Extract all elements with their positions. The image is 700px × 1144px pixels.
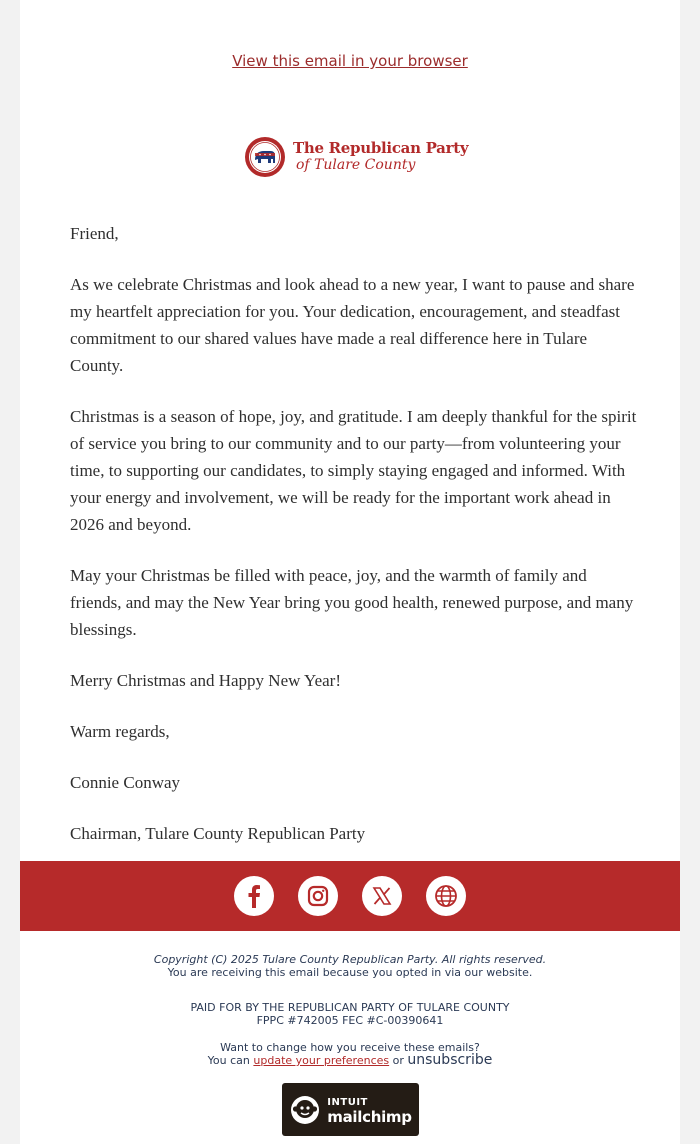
footer-copyright-block — [20, 953, 680, 979]
copyright-text: Copyright (C) 2025 Tulare County Republican Party. All rights reserved. — [153, 953, 547, 966]
paragraph-warm-regards: Warm regards, — [70, 722, 170, 741]
x-icon[interactable] — [362, 876, 402, 916]
badge-intuit: INTUIT — [327, 1096, 368, 1108]
signature-title: Chairman, Tulare County Republican Party — [70, 824, 366, 843]
social-bar — [20, 861, 680, 931]
change-question: Want to change how you receive these emails? — [220, 1041, 480, 1054]
you-can-text: You can — [207, 1054, 250, 1067]
paid-for-text: PAID FOR BY THE REPUBLICAN PARTY OF TULARE COUNTY — [190, 1001, 510, 1014]
mailchimp-monkey-icon — [289, 1094, 321, 1126]
or-text: or — [392, 1054, 404, 1067]
logo-subtitle: of Tulare County — [296, 157, 416, 173]
mailchimp-wordmark — [327, 1096, 411, 1124]
mailchimp-badge[interactable] — [282, 1083, 419, 1136]
paragraph-wishes: May your Christmas be filled with peace, joy, and the warmth of family and friends, and may the New Year bring you good health, renewed purpose, and many blessings. — [70, 566, 634, 639]
party-logo[interactable] — [244, 134, 469, 180]
paragraph-appreciation: As we celebrate Christmas and look ahead to a new year, I want to pause and share my heartfelt appreciation for you. Your dedication, encouragement, and steadfast commitment to our shared values have made a real difference here in Tulare County. — [70, 275, 635, 375]
update-preferences-link[interactable]: update your preferences — [253, 1054, 390, 1067]
logo-title: The Republican Party — [293, 139, 469, 157]
signature-name: Connie Conway — [70, 773, 181, 792]
email-container — [20, 0, 680, 1144]
view-in-browser-link[interactable]: View this email in your browser — [232, 52, 468, 70]
website-icon[interactable] — [426, 876, 466, 916]
instagram-icon[interactable] — [298, 876, 338, 916]
fppc-text: FPPC #742005 FEC #C-00390641 — [256, 1014, 444, 1027]
footer-preferences-block — [20, 1041, 680, 1067]
message-body — [70, 220, 640, 871]
facebook-icon[interactable] — [234, 876, 274, 916]
elephant-seal-icon — [244, 136, 286, 178]
greeting: Friend, — [70, 224, 119, 243]
badge-mailchimp: mailchimp — [327, 1107, 412, 1126]
footer-paid-for-block — [20, 1001, 680, 1027]
opt-in-reason: You are receiving this email because you opted in via our website. — [167, 966, 533, 979]
paragraph-merry-christmas: Merry Christmas and Happy New Year! — [70, 671, 342, 690]
unsubscribe-link[interactable]: unsubscribe — [407, 1052, 493, 1068]
paragraph-christmas: Christmas is a season of hope, joy, and gratitude. I am deeply thankful for the spirit of service you bring to our community and to our party—from volunteering your time, to supporting our candidates, to simply staying engaged and informed. With your energy and involvement, we will be ready for the important work ahead in 2026 and beyond. — [70, 407, 637, 534]
